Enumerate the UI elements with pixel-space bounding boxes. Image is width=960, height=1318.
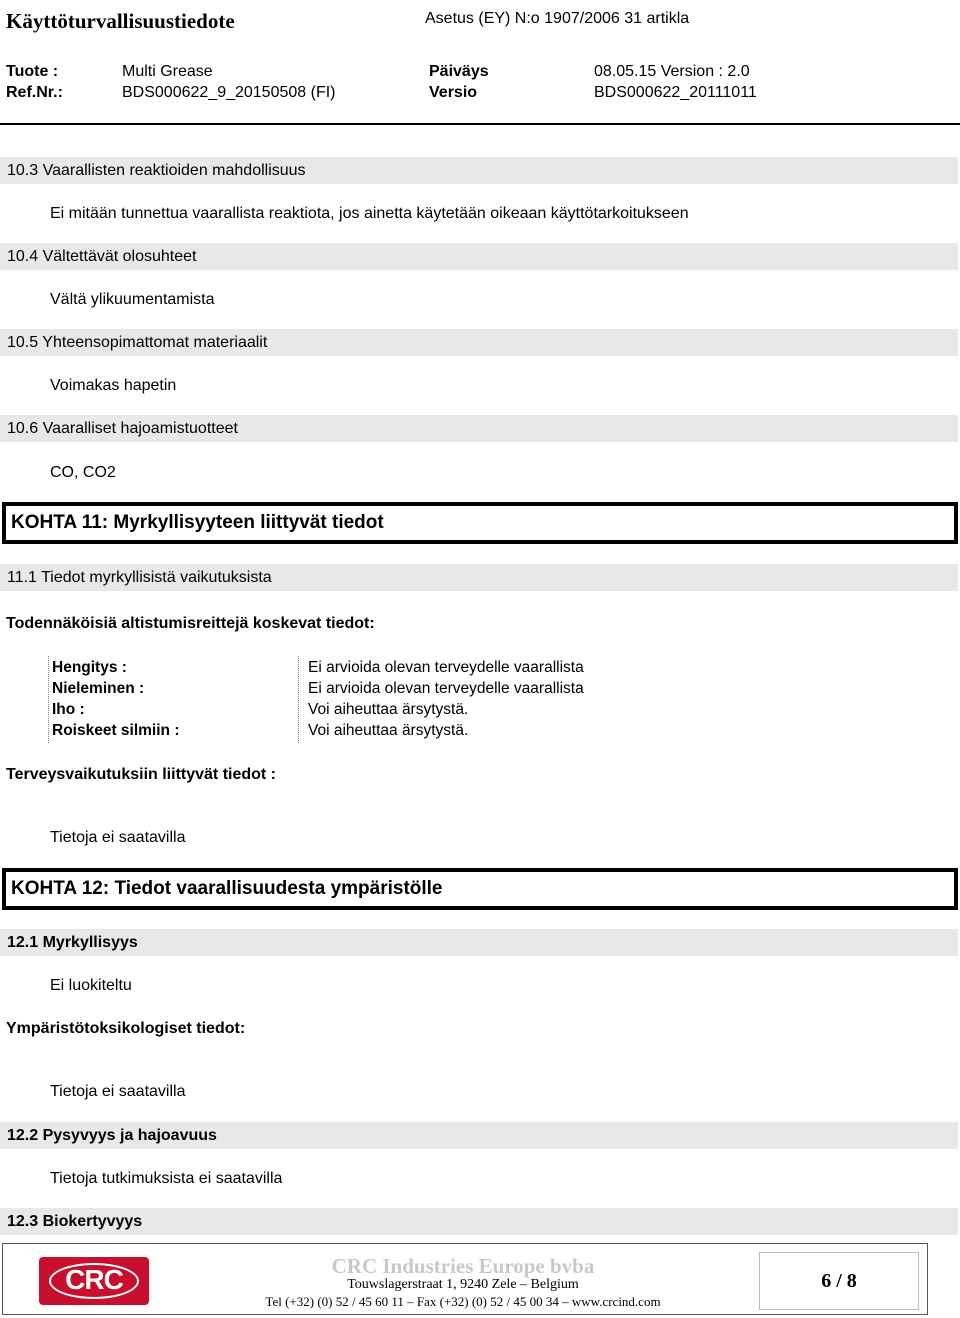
version-label: Versio: [429, 84, 478, 101]
document-title: Käyttöturvallisuustiedote: [6, 9, 235, 33]
date-label: Päiväys: [429, 63, 489, 80]
route-value: Ei arvioida olevan terveydelle vaarallista: [308, 680, 584, 697]
date-value: 08.05.15 Version : 2.0: [594, 63, 750, 80]
route-label: Iho :: [52, 701, 85, 718]
route-label: Hengitys :: [52, 659, 127, 676]
header-divider: [0, 123, 960, 125]
health-effects-text: Tietoja ei saatavilla: [50, 829, 186, 846]
subsection-10-6-heading: 10.6 Vaaralliset hajoamistuotteet: [0, 415, 958, 442]
ref-label: Ref.Nr.:: [6, 84, 63, 101]
subsection-10-5-heading: 10.5 Yhteensopimattomat materiaalit: [0, 329, 958, 356]
subsection-12-1-heading: 12.1 Myrkyllisyys: [0, 929, 958, 956]
table-row: [48, 720, 613, 741]
page-number: 6 / 8: [759, 1252, 919, 1310]
subsection-12-3-heading: 12.3 Biokertyvyys: [0, 1208, 958, 1235]
company-contact: Tel (+32) (0) 52 / 45 60 11 – Fax (+32) (0) 52 / 45 00 34 – www.crcind.com: [265, 1294, 661, 1309]
ref-value: BDS000622_9_20150508 (FI): [122, 84, 336, 101]
subsection-11-1-heading: 11.1 Tiedot myrkyllisistä vaikutuksista: [0, 564, 958, 591]
section-12-title: KOHTA 12: Tiedot vaarallisuudesta ympäristölle: [2, 868, 958, 910]
ecotox-heading: Ympäristötoksikologiset tiedot:: [6, 1020, 246, 1037]
company-name: CRC Industries Europe bvba: [331, 1254, 595, 1278]
route-value: Voi aiheuttaa ärsytystä.: [308, 701, 469, 718]
product-value: Multi Grease: [122, 63, 213, 80]
table-row: [48, 657, 613, 678]
exposure-routes-heading: Todennäköisiä altistumisreittejä koskevat tiedot:: [6, 615, 375, 632]
crc-logo: [39, 1257, 149, 1305]
route-label: Nieleminen :: [52, 680, 145, 697]
logo-text: CRC: [65, 1264, 123, 1295]
health-effects-heading: Terveysvaikutuksiin liittyvät tiedot :: [6, 766, 277, 783]
ecotox-text: Tietoja ei saatavilla: [50, 1083, 186, 1100]
exposure-table: [48, 656, 613, 743]
subsection-10-4-heading: 10.4 Vältettävät olosuhteet: [0, 243, 958, 270]
regulation-reference: Asetus (EY) N:o 1907/2006 31 artikla: [425, 10, 690, 27]
subsection-12-2-heading: 12.2 Pysyvyys ja hajoavuus: [0, 1122, 958, 1149]
product-label: Tuote :: [6, 63, 59, 80]
route-value: Ei arvioida olevan terveydelle vaarallista: [308, 659, 584, 676]
table-row: [48, 678, 613, 699]
subsection-10-3-text: Ei mitään tunnettua vaarallista reaktiota, jos ainetta käytetään oikeaan käyttötarkoitukseen: [50, 205, 689, 222]
subsection-12-1-text: Ei luokiteltu: [50, 977, 132, 994]
page-footer: [2, 1243, 928, 1315]
route-value: Voi aiheuttaa ärsytystä.: [308, 722, 469, 739]
subsection-10-5-text: Voimakas hapetin: [50, 377, 177, 394]
version-value: BDS000622_20111011: [594, 84, 757, 101]
subsection-10-4-text: Vältä ylikuumentamista: [50, 291, 215, 308]
subsection-12-2-text: Tietoja tutkimuksista ei saatavilla: [50, 1170, 283, 1187]
subsection-10-6-text: CO, CO2: [50, 464, 116, 481]
section-11-title: KOHTA 11: Myrkyllisyyteen liittyvät tiedot: [2, 502, 958, 544]
subsection-10-3-heading: 10.3 Vaarallisten reaktioiden mahdollisuus: [0, 157, 958, 184]
company-address: Touwslagerstraat 1, 9240 Zele – Belgium: [347, 1277, 579, 1292]
table-row: [48, 699, 613, 720]
route-label: Roiskeet silmiin :: [52, 722, 180, 739]
